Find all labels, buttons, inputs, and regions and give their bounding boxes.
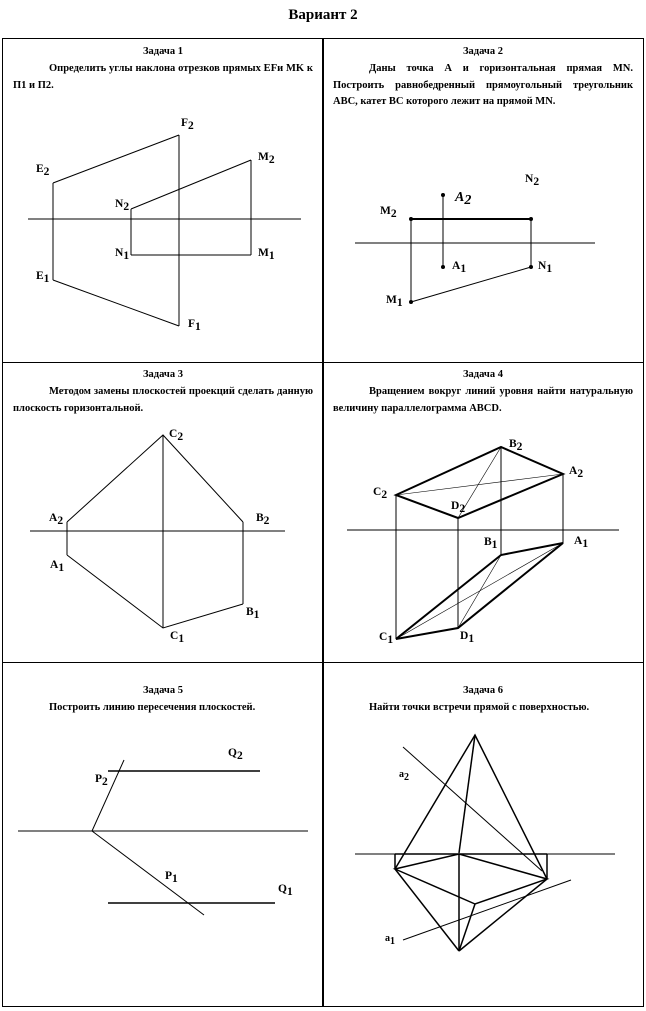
t2-label-n2: N2: [525, 173, 540, 188]
t4-label-b1: B1: [484, 536, 498, 551]
t3-label-b1: B1: [246, 606, 260, 621]
t3-label-b2: B2: [256, 512, 270, 527]
t4-label-a1: A1: [574, 535, 589, 550]
task-4-cell: [322, 362, 644, 663]
task-1-text-body: Определить углы наклона отрезков прямых EFи MK к П1 и П2.: [13, 63, 313, 91]
t2-point-m2: [409, 217, 413, 221]
t1-label-e1: E1: [36, 270, 50, 285]
t5-label-p1: P1: [165, 870, 178, 885]
task-6-heading: Задача 6: [463, 685, 503, 696]
t3-label-a2: A2: [49, 512, 64, 527]
t2-point-m1: [409, 300, 413, 304]
t6-top-edge-a: [395, 869, 459, 951]
task-5-heading: Задача 5: [143, 685, 183, 696]
t2-label-a2: A2: [455, 190, 472, 208]
t5-label-q1: Q1: [278, 883, 293, 898]
t4-label-d2: D2: [451, 500, 466, 515]
t2-m1-n1: [411, 267, 531, 302]
t1-label-f2: F2: [181, 117, 194, 132]
task-1-heading: Задача 1: [143, 46, 183, 57]
t4-label-b2: B2: [509, 438, 523, 453]
t1-label-n1: N1: [115, 247, 130, 262]
task-4-text-body: Вращением вокруг линий уровня найти натуральную величину параллелограмма ABCD.: [333, 386, 633, 414]
t2-label-m2: M2: [380, 205, 397, 220]
t3-frontal-projection: [67, 435, 243, 522]
task-2-drawing: [323, 39, 643, 362]
task-2-text-body: Даны точка А и горизонтальная прямая MN. Построить равнобедренный прямоугольный треугольник ABC, катет BC которого лежит на прямой MN.: [333, 63, 633, 107]
t6-pyramid-front-edge: [459, 735, 475, 853]
t2-label-n1: N1: [538, 260, 553, 275]
t6-line-a2: [403, 747, 542, 871]
t1-n2-m2: [131, 160, 251, 209]
t3-horizontal-projection: [67, 555, 243, 628]
t4-label-c2: C2: [373, 486, 388, 501]
task-2-heading: Задача 2: [463, 46, 503, 57]
task-3-drawing: [3, 363, 323, 662]
t1-label-m2: M2: [258, 151, 275, 166]
t6-label-a1: a1: [385, 933, 395, 947]
t2-point-a1: [441, 265, 445, 269]
t4-label-d1: D1: [460, 630, 475, 645]
t2-point-n2: [529, 217, 533, 221]
task-1-drawing: [3, 39, 323, 362]
t4-label-a2: A2: [569, 465, 584, 480]
t1-label-f1: F1: [188, 318, 201, 333]
task-3-cell: [2, 362, 324, 663]
task-3-heading: Задача 3: [143, 369, 183, 380]
task-5-cell: [2, 662, 324, 1007]
task-6-text-body: Найти точки встречи прямой с поверхностью.: [369, 702, 590, 713]
t1-label-n2: N2: [115, 198, 130, 213]
page-title: Вариант 2: [288, 7, 358, 23]
t2-point-a2: [441, 193, 445, 197]
task-6-cell: [322, 662, 644, 1007]
t5-label-q2: Q2: [228, 747, 243, 762]
t1-label-e2: E2: [36, 163, 50, 178]
t1-e2-f2: [53, 135, 179, 183]
t1-label-m1: M1: [258, 247, 275, 262]
task-3-text-body: Методом замены плоскостей проекций сделать данную плоскость горизонтальной.: [13, 386, 313, 414]
t3-label-a1: A1: [50, 559, 65, 574]
t1-e1-f1: [53, 280, 179, 326]
t4-label-c1: C1: [379, 631, 394, 646]
t6-line-a1: [403, 880, 571, 940]
task-6-drawing: [323, 663, 643, 1006]
t2-label-m1: M1: [386, 294, 403, 309]
task-5-text-body: Построить линию пересечения плоскостей.: [49, 702, 256, 713]
t4-horizontal-diagonal-bd: [458, 555, 501, 628]
t5-label-p2: P2: [95, 773, 108, 788]
t2-point-n1: [529, 265, 533, 269]
t3-label-c2: C2: [169, 428, 184, 443]
t6-label-a2: a2: [399, 769, 409, 783]
t2-label-a1: A1: [452, 260, 467, 275]
t3-label-c1: C1: [170, 630, 185, 645]
task-1-cell: [2, 38, 324, 363]
task-2-cell: [322, 38, 644, 363]
task-4-drawing: [323, 363, 643, 662]
task-4-heading: Задача 4: [463, 369, 503, 380]
task-5-drawing: [3, 663, 323, 1006]
